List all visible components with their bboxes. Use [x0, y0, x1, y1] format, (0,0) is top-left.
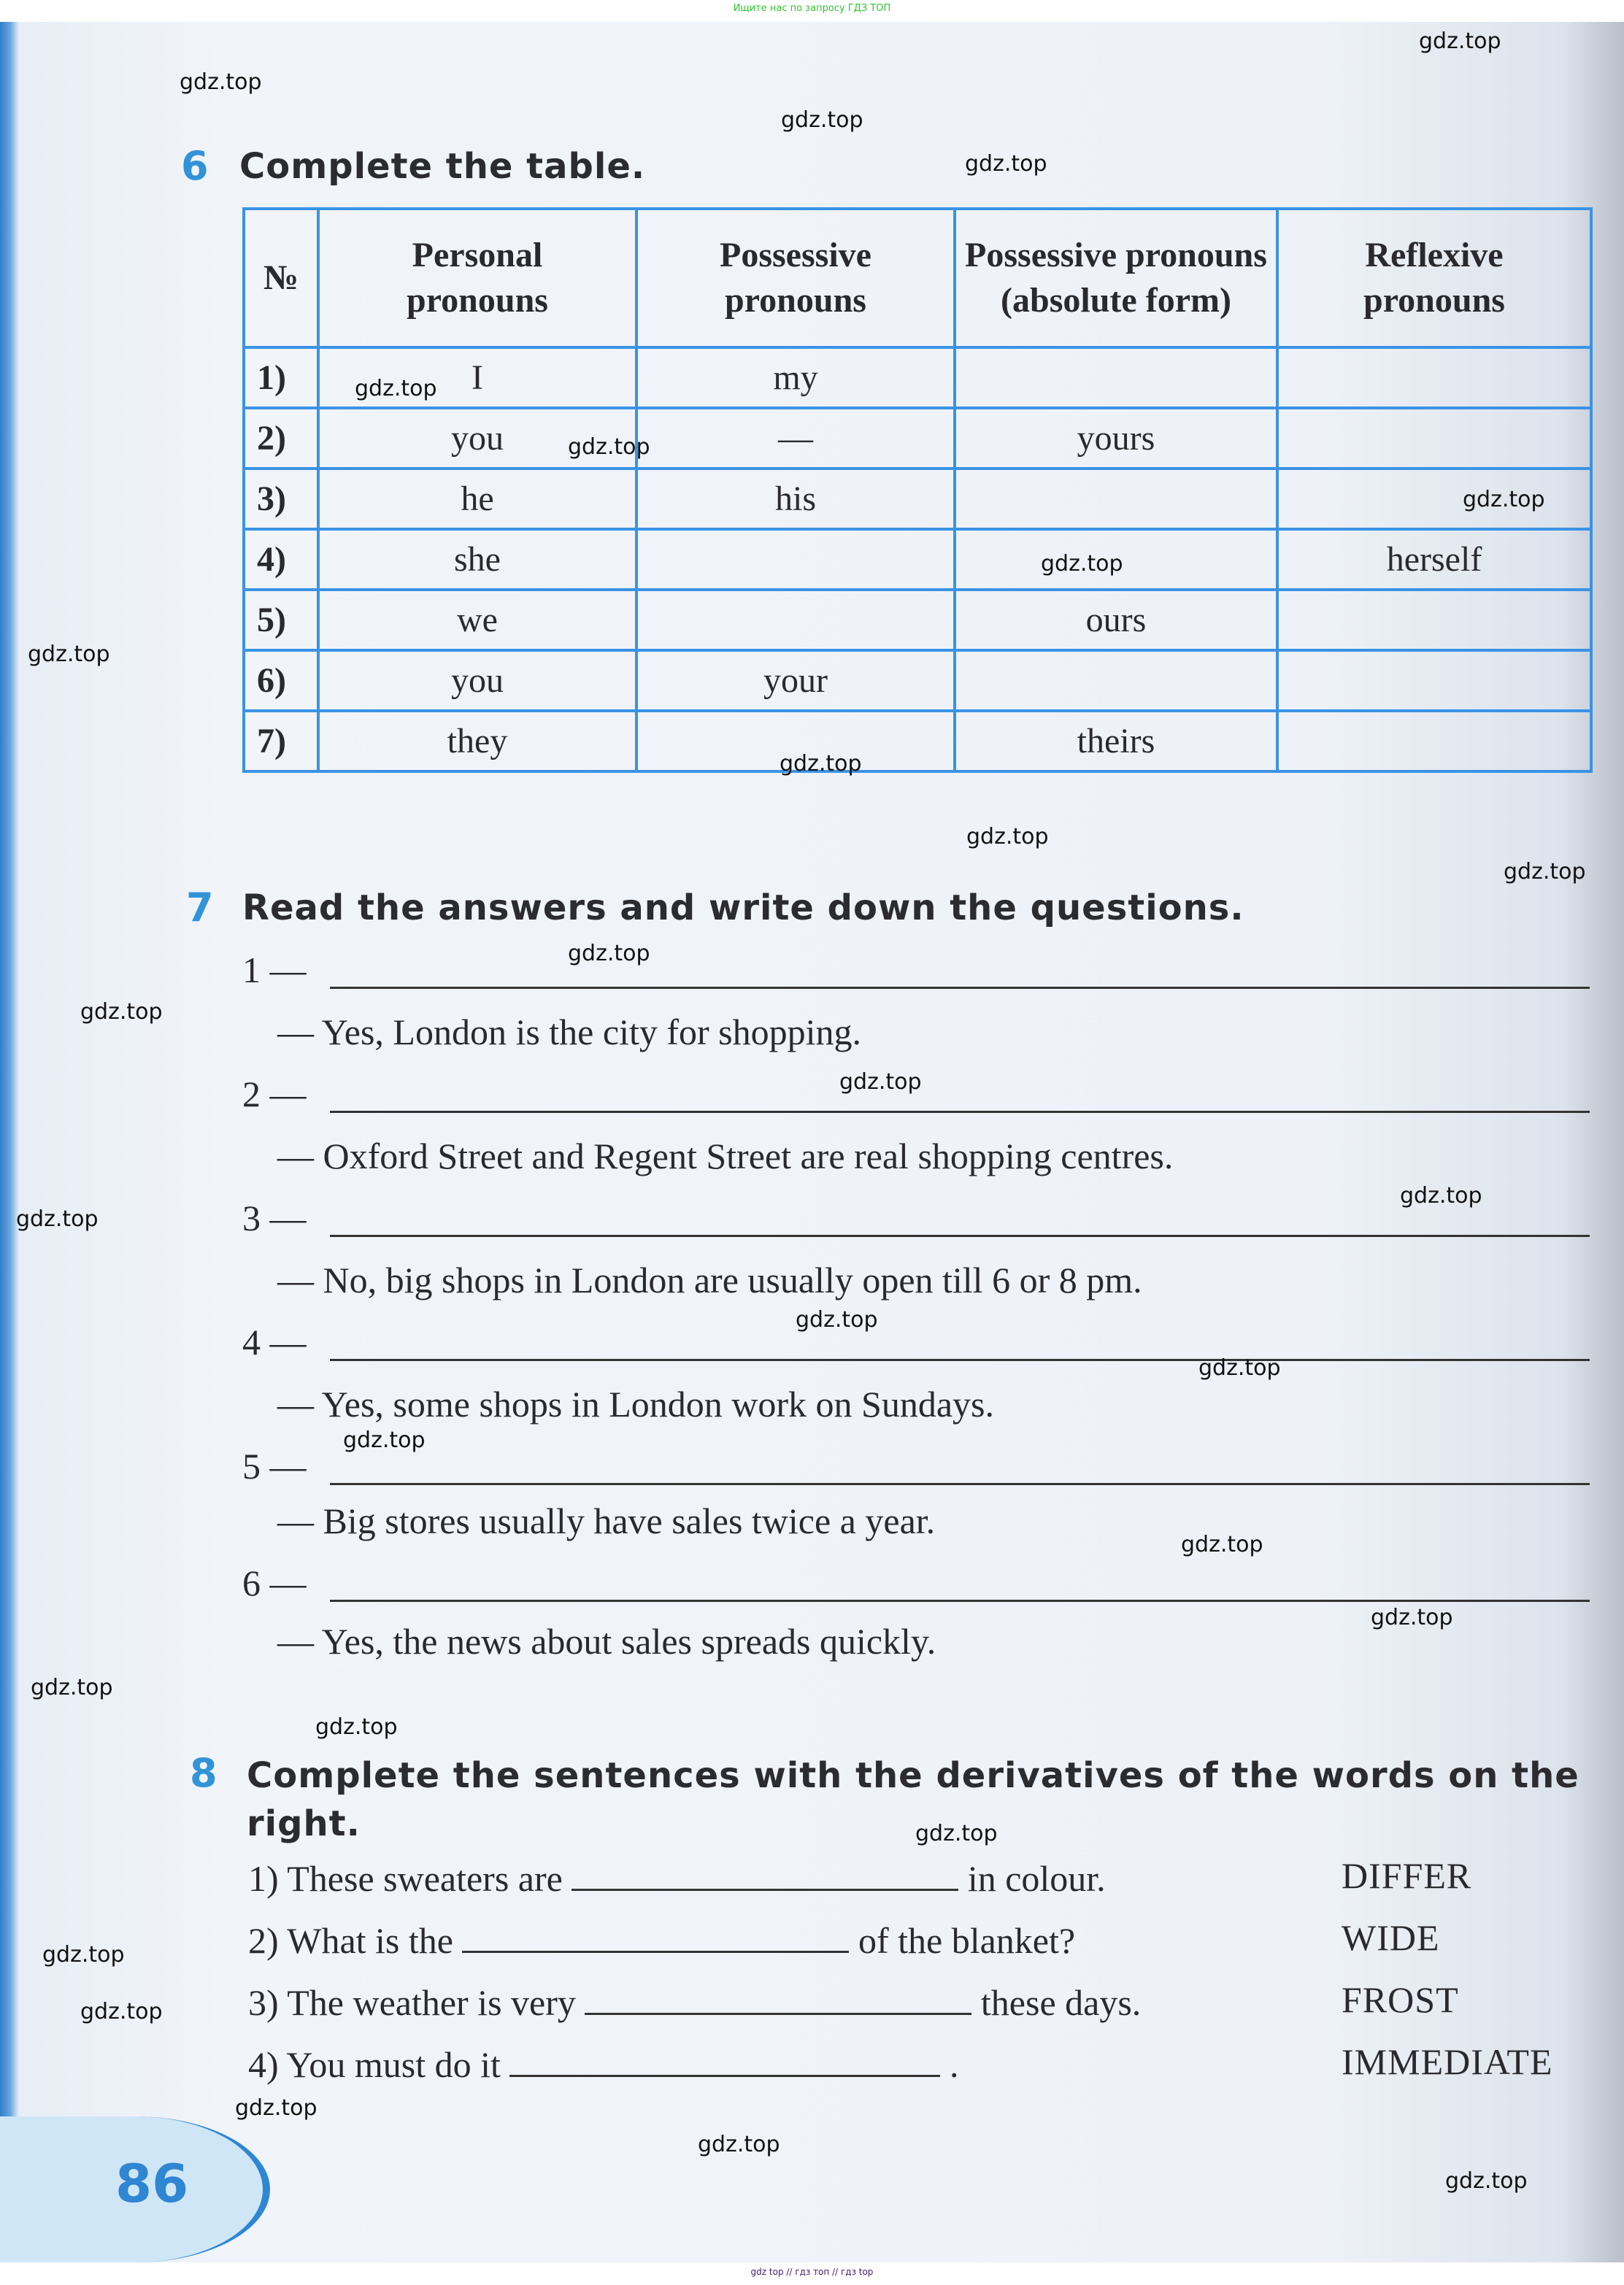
watermark: gdz.top [796, 1307, 878, 1333]
table-cell: ours [955, 590, 1277, 650]
base-word: DIFFER [1342, 1855, 1472, 1896]
sentence [248, 1857, 1106, 1900]
table-cell: your [636, 650, 955, 711]
table-cell [1277, 650, 1591, 711]
row-number: 7) [244, 711, 318, 771]
table-cell: he [318, 469, 636, 529]
exercise-7-title: Read the answers and write down the questions. [242, 887, 1244, 928]
watermark: gdz.top [28, 641, 110, 667]
question-number: 1 — [242, 949, 307, 990]
given-answer: — Yes, London is the city for shopping. [277, 1012, 861, 1052]
col-personal: Personal pronouns [318, 209, 636, 347]
watermark: gdz.top [1504, 859, 1586, 885]
table-cell: you [318, 408, 636, 469]
given-answer: — Big stores usually have sales twice a year. [277, 1500, 936, 1541]
sentence-blank[interactable] [585, 2012, 971, 2015]
sentence-blank[interactable] [509, 2074, 940, 2077]
watermark: gdz.top [839, 1069, 922, 1095]
question-number: 2 — [242, 1074, 307, 1114]
table-cell: she [318, 529, 636, 590]
table-cell: I [318, 347, 636, 408]
col-reflexive: Reflexive pronouns [1277, 209, 1591, 347]
row-number: 4) [244, 529, 318, 590]
watermark: gdz.top [1041, 551, 1123, 577]
base-word: FROST [1342, 1979, 1459, 2020]
table-cell: they [318, 711, 636, 771]
col-possessive-absolute: Possessive pronouns (absolute form) [955, 209, 1277, 347]
given-answer: — Yes, some shops in London work on Sundays. [277, 1384, 995, 1425]
base-word: IMMEDIATE [1342, 2041, 1553, 2082]
row-number: 2) [244, 408, 318, 469]
row-number: 1) [244, 347, 318, 408]
sentence-end: . [949, 2044, 959, 2085]
watermark: gdz.top [343, 1427, 426, 1453]
watermark: gdz.top [180, 69, 262, 95]
row-number: 6) [244, 650, 318, 711]
watermark: gdz.top [16, 1206, 99, 1232]
question-answer-line[interactable] [330, 987, 1590, 989]
table-cell [636, 590, 955, 650]
question-answer-line[interactable] [330, 1359, 1590, 1361]
row-number: 5) [244, 590, 318, 650]
table-cell: his [636, 469, 955, 529]
table-row [244, 529, 1591, 590]
question-number: 4 — [242, 1322, 307, 1363]
table-cell [955, 469, 1277, 529]
table-cell: my [636, 347, 955, 408]
sentence-end: these days. [980, 1982, 1142, 2023]
watermark: gdz.top [31, 1675, 113, 1700]
table-cell: herself [1277, 529, 1591, 590]
watermark: gdz.top [1400, 1183, 1482, 1209]
exercise-8-title: Complete the sentences with the derivatives of the words on the right. [247, 1755, 1579, 1844]
sentence-blank[interactable] [462, 1950, 849, 1953]
table-cell: you [318, 650, 636, 711]
sentence [248, 1919, 1075, 1962]
table-cell [955, 650, 1277, 711]
exercise-8-number: 8 [190, 1750, 218, 1796]
question-answer-line[interactable] [330, 1483, 1590, 1485]
table-row [244, 408, 1591, 469]
watermark: gdz.top [780, 751, 862, 777]
col-possessive: Possessive pronouns [636, 209, 955, 347]
sentence-blank[interactable] [572, 1888, 958, 1891]
question-number: 5 — [242, 1446, 307, 1487]
table-cell: theirs [955, 711, 1277, 771]
watermark: gdz.top [1445, 2168, 1528, 2194]
sentence-end: in colour. [967, 1858, 1106, 1899]
sentence [248, 2043, 958, 2086]
question-number: 6 — [242, 1562, 307, 1603]
watermark: gdz.top [965, 151, 1047, 177]
table-cell [1277, 711, 1591, 771]
table-cell [955, 347, 1277, 408]
exercise-7-number: 7 [186, 885, 214, 930]
watermark: gdz.top [1198, 1355, 1281, 1381]
pronouns-table [242, 207, 1593, 773]
table-cell: we [318, 590, 636, 650]
table-row [244, 590, 1591, 650]
sentence-end: of the blanket? [858, 1920, 1076, 1961]
question-answer-line[interactable] [330, 1600, 1590, 1602]
row-number: 3) [244, 469, 318, 529]
watermark: gdz.top [315, 1714, 398, 1740]
given-answer: — Yes, the news about sales spreads quickly. [277, 1621, 936, 1662]
watermark: gdz.top [781, 107, 863, 133]
sentence-start: 3) The weather is very [248, 1982, 576, 2023]
table-cell: — [636, 408, 955, 469]
table-cell [1277, 347, 1591, 408]
table-row [244, 650, 1591, 711]
top-note: Ищите нас по запросу ГДЗ ТОП [733, 3, 891, 14]
sentence-start: 1) These sweaters are [248, 1858, 563, 1899]
question-number: 3 — [242, 1198, 307, 1238]
table-cell: yours [955, 408, 1277, 469]
watermark: gdz.top [80, 1999, 163, 2024]
question-answer-line[interactable] [330, 1111, 1590, 1113]
base-word: WIDE [1342, 1917, 1440, 1958]
watermark: gdz.top [698, 2132, 780, 2157]
watermark: gdz.top [568, 434, 650, 460]
watermark: gdz.top [1463, 487, 1545, 512]
watermark: gdz.top [1419, 28, 1501, 54]
watermark: gdz.top [1181, 1532, 1263, 1557]
page-number: 86 [115, 2153, 189, 2214]
watermark: gdz.top [915, 1821, 998, 1846]
watermark: gdz.top [966, 824, 1049, 849]
table-row [244, 469, 1591, 529]
watermark: gdz.top [235, 2095, 318, 2121]
sentence [248, 1981, 1141, 2024]
given-answer: — Oxford Street and Regent Street are real shopping centres. [277, 1136, 1174, 1176]
exercise-6-number: 6 [181, 143, 209, 189]
table-row [244, 347, 1591, 408]
table-cell [1277, 408, 1591, 469]
question-answer-line[interactable] [330, 1235, 1590, 1237]
watermark: gdz.top [42, 1942, 125, 1968]
table-row [244, 711, 1591, 771]
table-cell [1277, 590, 1591, 650]
watermark: gdz.top [568, 941, 650, 966]
bottom-note: gdz top // гдз топ // гдз top [750, 2267, 874, 2277]
col-number: № [244, 209, 318, 347]
sentence-start: 2) What is the [248, 1920, 453, 1961]
table-cell [636, 529, 955, 590]
watermark: gdz.top [1371, 1605, 1453, 1630]
watermark: gdz.top [355, 376, 437, 401]
watermark: gdz.top [80, 999, 163, 1025]
sentence-start: 4) You must do it [248, 2044, 501, 2085]
exercise-6-title: Complete the table. [239, 146, 646, 187]
table-header [244, 209, 1591, 347]
given-answer: — No, big shops in London are usually open till 6 or 8 pm. [277, 1260, 1142, 1301]
